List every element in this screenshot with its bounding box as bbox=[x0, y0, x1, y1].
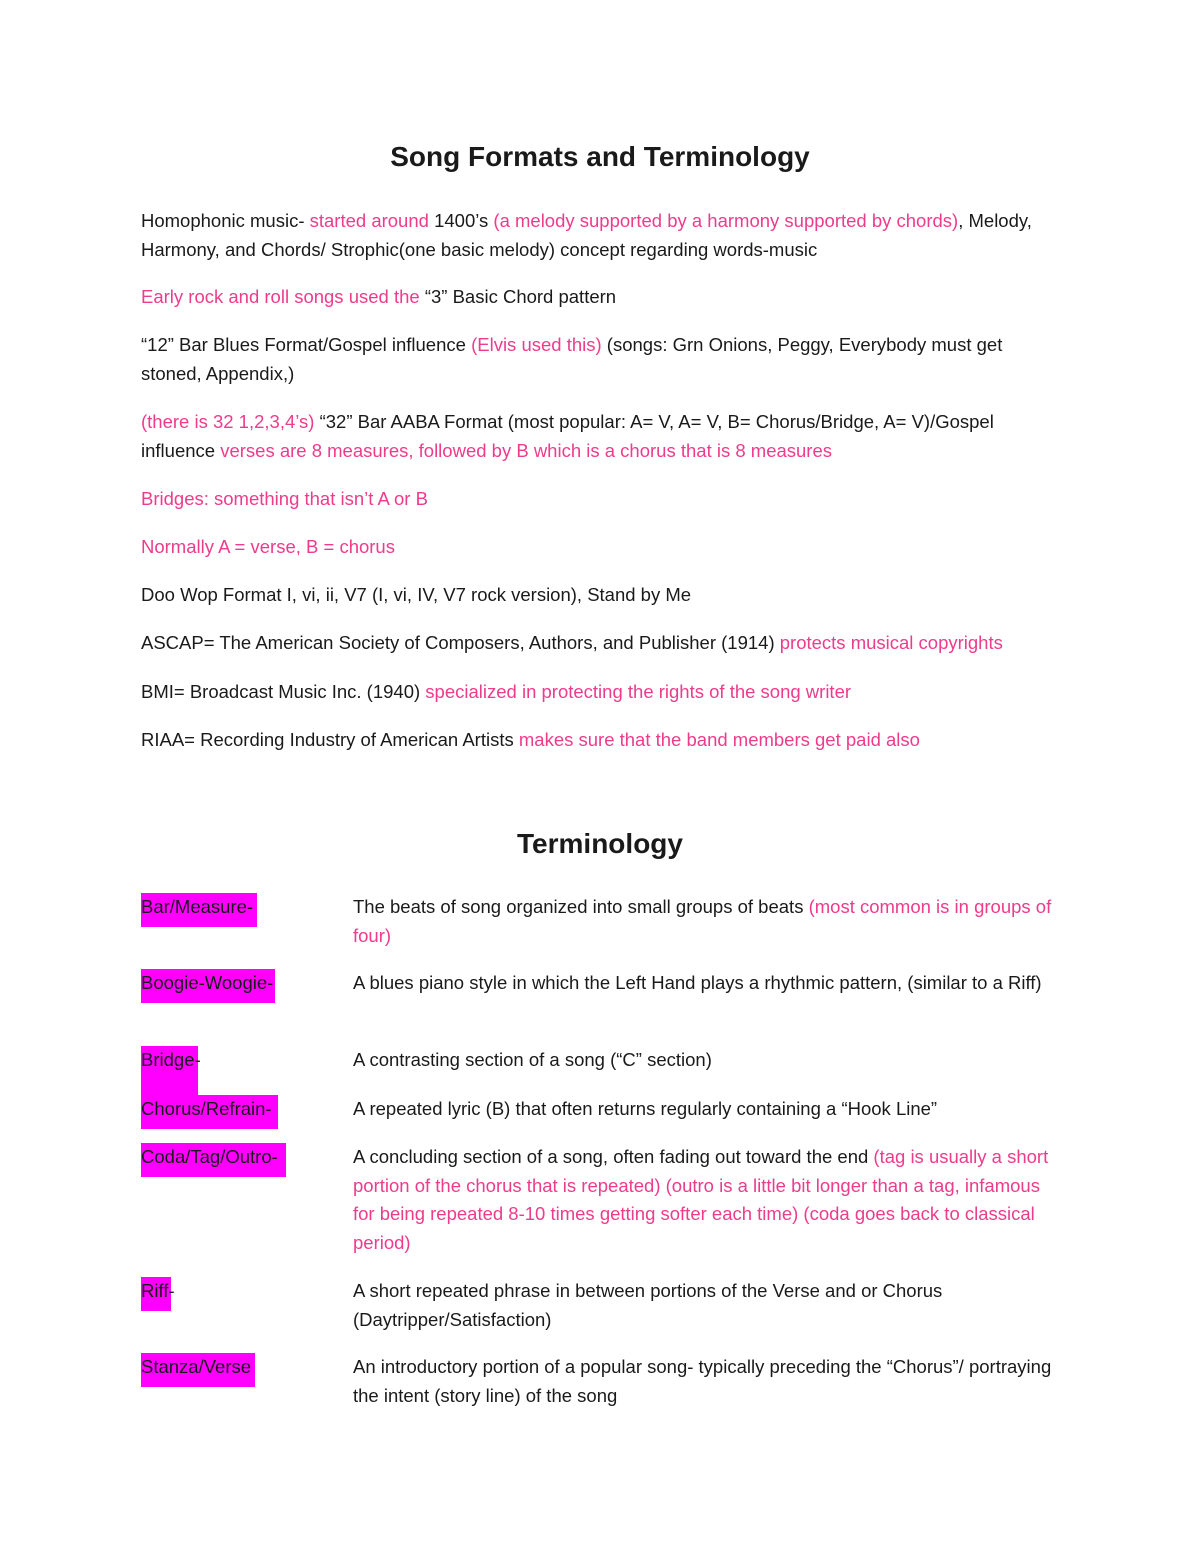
text-run-pink: Early rock and roll songs used the bbox=[141, 286, 425, 307]
twelve-bar-paragraph bbox=[141, 331, 1061, 388]
term-label: Coda/Tag/Outro bbox=[141, 1146, 272, 1167]
def-boogie-woogie: A blues piano style in which the Left Hand plays a rhythmic pattern, (similar to a Riff) bbox=[353, 972, 1042, 993]
term-label: Riff bbox=[141, 1280, 169, 1301]
term-coda-tag-outro bbox=[141, 1143, 341, 1172]
term-dash: - bbox=[194, 1049, 201, 1070]
term-bridge bbox=[141, 1046, 341, 1075]
def-text: A concluding section of a song, often fading out toward the end bbox=[353, 1146, 874, 1167]
text-run-pink: verses are 8 measures, followed by B which is a chorus that is 8 measures bbox=[220, 439, 833, 461]
text-run: BMI= Broadcast Music Inc. (1940) bbox=[141, 681, 426, 702]
text-run: 1400’s bbox=[434, 210, 494, 231]
text-run-pink: makes sure that the band members get paid also bbox=[518, 729, 920, 750]
def-stanza-verse: An introductory portion of a popular song- typically preceding the “Chorus”/ portraying the intent (story line) of the song bbox=[353, 1356, 1052, 1406]
text-run-pink: (there is 32 1,2,3,4’s) bbox=[141, 411, 315, 432]
term-dash: - bbox=[246, 896, 254, 917]
doo-wop-paragraph: Doo Wop Format I, vi, ii, V7 (I, vi, IV, V7 rock version), Stand by Me bbox=[141, 584, 692, 605]
terminology-heading: Terminology bbox=[517, 828, 683, 859]
text-run: , Melody, Harmony, and Chords/ Strophic(one basic melody) concept regarding words-music bbox=[141, 210, 1032, 260]
term-stanza-verse bbox=[141, 1353, 341, 1382]
def-riff: A short repeated phrase in between portions of the Verse and or Chorus (Daytripper/Satisfaction) bbox=[353, 1280, 943, 1330]
text-run: “32” Bar AABA Format (most popular: A= V, A= V, B= Chorus/Bridge, A= V)/Gospel influence bbox=[141, 411, 994, 461]
def-bar-measure bbox=[353, 893, 1063, 950]
term-label: Boogie-Woogie bbox=[141, 972, 268, 993]
bridges-paragraph: Bridges: something that isn’t A or B bbox=[141, 488, 428, 509]
text-run-pink: protects musical copyrights bbox=[779, 632, 1003, 653]
term-boogie-woogie bbox=[141, 969, 341, 998]
early-rock-paragraph bbox=[141, 283, 1061, 312]
term-dash: - bbox=[168, 1280, 175, 1301]
text-run: “3” Basic Chord pattern bbox=[424, 286, 617, 307]
def-coda-tag-outro bbox=[353, 1143, 1063, 1257]
text-run-pink: specialized in protecting the rights of the song writer bbox=[425, 681, 852, 702]
term-chorus-refrain bbox=[141, 1095, 341, 1124]
text-run: ASCAP= The American Society of Composers, Authors, and Publisher (1914) bbox=[141, 632, 780, 653]
term-label: Chorus/Refrain bbox=[141, 1098, 266, 1119]
term-dash: - bbox=[267, 972, 274, 993]
def-bridge: A contrasting section of a song (“C” section) bbox=[353, 1049, 712, 1070]
homophonic-paragraph bbox=[141, 207, 1061, 264]
text-run-pink: (Elvis used this) bbox=[471, 334, 602, 355]
term-dash: - bbox=[265, 1098, 272, 1119]
text-run: RIAA= Recording Industry of American Artists bbox=[141, 729, 519, 750]
term-dash: - bbox=[271, 1146, 278, 1167]
normally-paragraph: Normally A = verse, B = chorus bbox=[141, 536, 395, 557]
term-label: Bridge bbox=[141, 1049, 195, 1070]
page-title: Song Formats and Terminology bbox=[390, 141, 810, 172]
def-text-pink: (tag is usually a short portion of the chorus that is repeated) (outro is a little bit longer than a tag, infamous for being repeated 8-10 times getting softer each time) (coda goes back to classical period) bbox=[353, 1146, 1049, 1253]
bmi-paragraph bbox=[141, 678, 1061, 707]
text-run-pink: started around bbox=[309, 210, 435, 231]
text-run: (songs: Grn Onions, Peggy, Everybody must get stoned, Appendix,) bbox=[141, 334, 1003, 384]
text-run-pink: (a melody supported by a harmony supported by chords) bbox=[493, 210, 959, 231]
term-label: Bar/Measure bbox=[141, 896, 247, 917]
def-text-pink: (most common is in groups of four) bbox=[353, 896, 1052, 946]
def-chorus-refrain: A repeated lyric (B) that often returns regularly containing a “Hook Line” bbox=[353, 1098, 938, 1119]
text-run: Homophonic music- bbox=[141, 210, 310, 231]
thirty-two-bar-paragraph bbox=[141, 408, 1061, 465]
def-text: The beats of song organized into small groups of beats bbox=[353, 896, 809, 917]
ascap-paragraph bbox=[141, 629, 1061, 658]
text-run: “12” Bar Blues Format/Gospel influence bbox=[141, 334, 472, 355]
term-riff bbox=[141, 1277, 341, 1306]
term-label: Stanza/Verse bbox=[141, 1356, 252, 1377]
riaa-paragraph bbox=[141, 726, 1061, 755]
term-bar-measure bbox=[141, 893, 341, 922]
